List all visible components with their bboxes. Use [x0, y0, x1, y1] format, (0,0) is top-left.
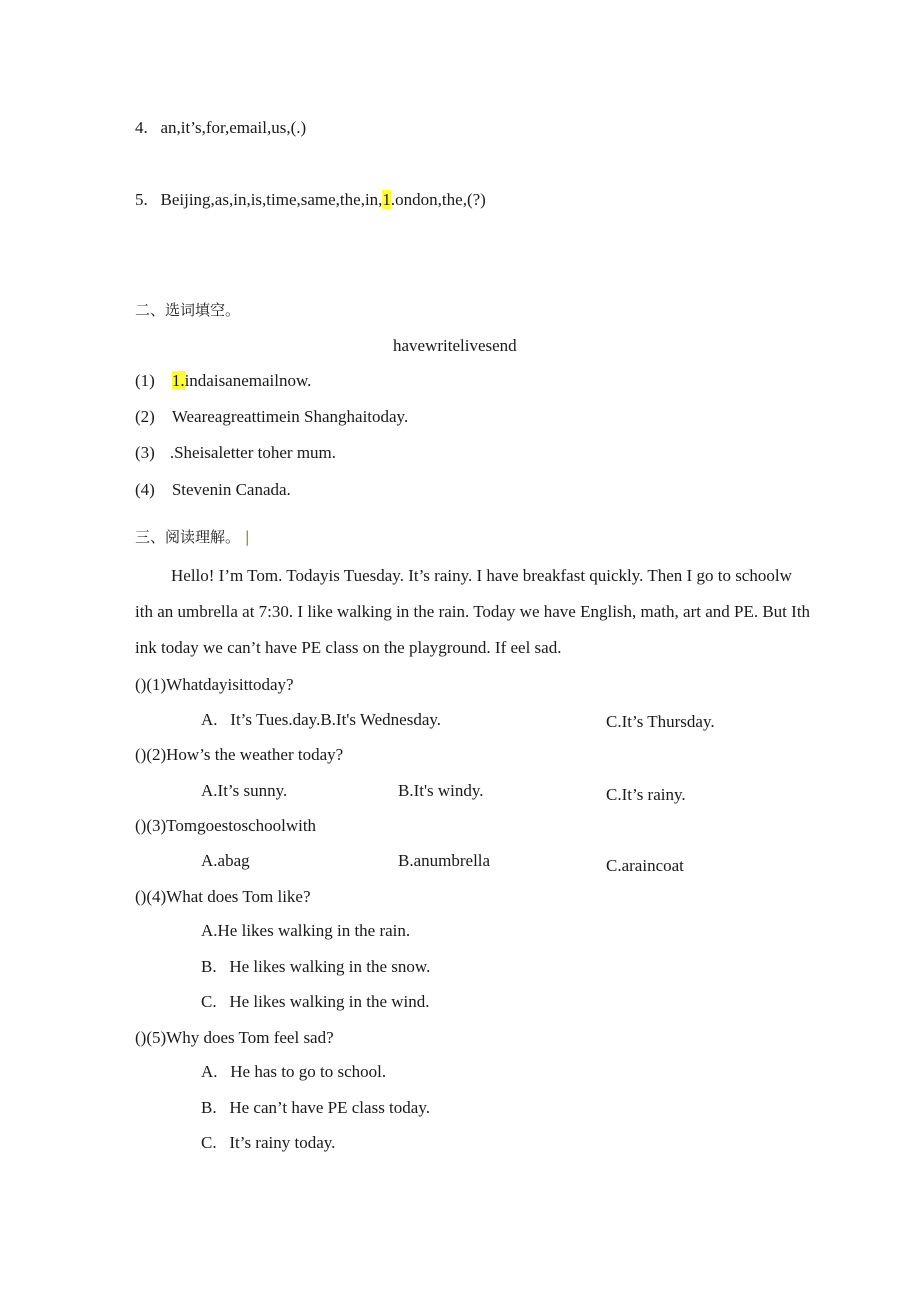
cursor-mark: | [244, 528, 250, 546]
item-number: (1) [135, 371, 155, 390]
option-a: A. He has to go to school. [201, 1062, 387, 1081]
question-text: an,it’s,for,email,us,(.) [160, 118, 307, 137]
option-a: A.It’s sunny. [201, 781, 288, 800]
option-c: C.araincoat [606, 856, 684, 875]
option-c: C. He likes walking in the wind. [201, 992, 430, 1011]
option-b: B. He can’t have PE class today. [201, 1098, 430, 1117]
reading-question-4: ()(4)What does Tom like? [135, 887, 311, 906]
option-c: C.It’s rainy. [606, 785, 686, 804]
section-title [135, 526, 250, 548]
item-text: .Sheisaletter toher mum. [169, 443, 337, 462]
option-a: A. It’s Tues.day.B.It's Wednesday. [201, 710, 442, 729]
question-5 [135, 189, 486, 211]
question-4 [135, 117, 306, 139]
highlight: 1. [171, 371, 185, 390]
fill-item-1 [135, 370, 311, 392]
passage-line-1: Hello! I’m Tom. Todayis Tuesday. It’s rainy. I have breakfast quickly. Then I go to schoolw [171, 566, 792, 585]
item-number: (4) [135, 480, 155, 499]
reading-question-2: ()(2)How’s the weather today? [135, 745, 344, 764]
item-text: Weareagreattimein Shanghaitoday. [171, 407, 409, 426]
reading-question-1: ()(1)Whatdayisittoday? [135, 675, 294, 694]
fill-item-4 [135, 479, 291, 501]
section-title-text: 三、阅读理解。 [135, 528, 241, 546]
passage-line-2: ith an umbrella at 7:30. I like walking in the rain. Today we have English, math, art and PE. But Ith [135, 602, 811, 621]
highlight: 1 [382, 190, 391, 209]
option-a: A.abag [201, 851, 250, 870]
fill-item-2 [135, 406, 408, 428]
option-a: A.He likes walking in the rain. [201, 921, 411, 940]
item-number: (3) [135, 443, 155, 462]
reading-question-5: ()(5)Why does Tom feel sad? [135, 1028, 334, 1047]
question-text: Beijing,as,in,is,time,same,the,in, [160, 190, 383, 209]
passage-line-3: ink today we can’t have PE class on the playground. If eel sad. [135, 638, 562, 657]
item-text: Stevenin Canada. [171, 480, 291, 499]
option-c: C.It’s Thursday. [606, 712, 715, 731]
option-c: C. It’s rainy today. [201, 1133, 336, 1152]
word-bank: havewritelivesend [393, 336, 517, 355]
option-b: B.anumbrella [398, 851, 491, 870]
question-text-cont: .ondon,the,(?) [390, 190, 486, 209]
question-number: 4. [135, 118, 148, 137]
option-b: B. He likes walking in the snow. [201, 957, 431, 976]
section-title: 二、选词填空。 [135, 301, 241, 319]
option-b: B.It's windy. [398, 781, 484, 800]
fill-item-3 [135, 442, 336, 464]
reading-question-3: ()(3)Tomgoestoschoolwith [135, 816, 317, 835]
item-text: indaisanemailnow. [184, 371, 312, 390]
item-number: (2) [135, 407, 155, 426]
question-number: 5. [135, 190, 148, 209]
